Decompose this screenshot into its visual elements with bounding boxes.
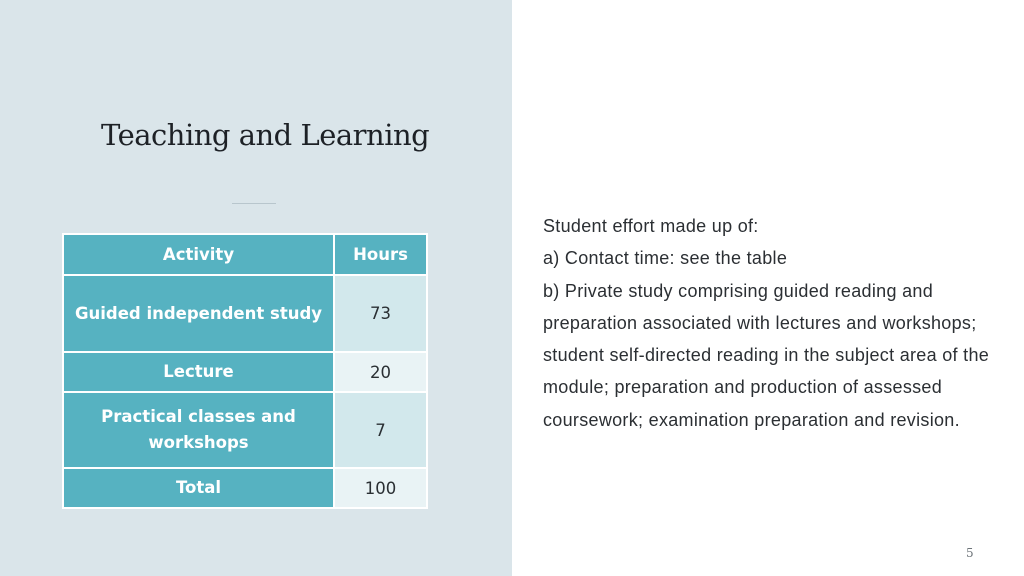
table-row [63, 392, 427, 468]
activity-cell-total: Total [63, 468, 334, 508]
slide-title: Teaching and Learning [101, 118, 430, 152]
effort-intro: Student effort made up of: [543, 216, 759, 236]
hours-cell: 73 [334, 275, 427, 352]
activity-cell: Guided independent study [63, 275, 334, 352]
effort-item-a: a) Contact time: see the table [543, 248, 788, 269]
table-header-row [63, 234, 427, 275]
hours-cell-total: 100 [334, 468, 427, 508]
header-hours: Hours [334, 234, 427, 275]
table-row [63, 275, 427, 352]
student-effort-text [543, 210, 1003, 436]
activity-cell: Lecture [63, 352, 334, 392]
page-number: 5 [966, 546, 974, 560]
header-activity: Activity [63, 234, 334, 275]
table-row [63, 352, 427, 392]
hours-cell: 7 [334, 392, 427, 468]
title-divider [232, 203, 276, 204]
table-row-total [63, 468, 427, 508]
activity-hours-table [62, 233, 428, 509]
activity-cell: Practical classes and workshops [63, 392, 334, 468]
hours-cell: 20 [334, 352, 427, 392]
effort-item-b: b) Private study comprising guided reading and preparation associated with lectures and workshops; student self-directed reading in the subject area of the module; preparation and production of assessed coursework; examination preparation and revision. [543, 280, 990, 430]
